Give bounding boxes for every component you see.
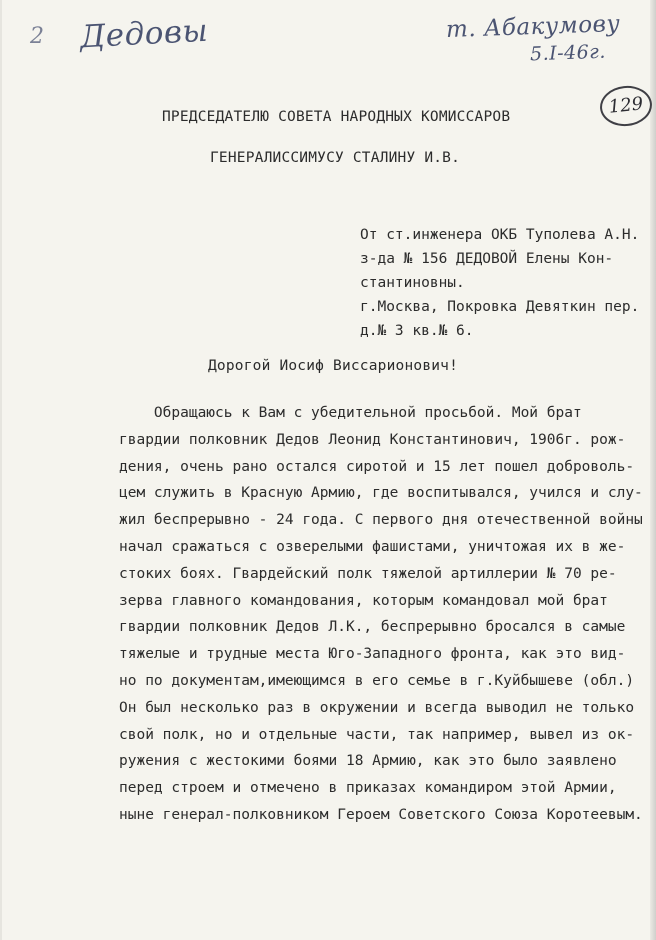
heading-line-2: ГЕНЕРАЛИССИМУСУ СТАЛИНУ И.В. (210, 150, 461, 166)
letter-body (119, 400, 643, 829)
body-line: ныне генерал-полковником Героем Советского Союза Коротеевым. (119, 806, 643, 823)
circled-page-number: 129 (598, 83, 654, 128)
handwritten-mark: 2 (30, 24, 45, 49)
body-line: жил беспрерывно - 24 года. С первого дня отечественной войны (119, 512, 643, 529)
body-line: но по документам,имеющимся в его семье в г.Куйбышеве (обл.) (119, 672, 635, 689)
body-line: гвардии полковник Дедов Л.К., беспрерывно бросался в самые (119, 619, 626, 636)
body-line: свой полк, но и отдельные части, так например, вывел из ок- (119, 726, 635, 743)
page-edge-shadow (650, 0, 656, 940)
sender-line: От ст.инженера ОКБ Туполева А.Н. (360, 227, 640, 243)
sender-line: г.Москва, Покровка Девяткин пер. (360, 299, 640, 315)
sender-block (360, 223, 639, 343)
salutation: Дорогой Иосиф Виссарионович! (208, 358, 459, 374)
handwritten-name: Дедовы (79, 12, 210, 56)
body-line: Он был несколько раз в окружении и всегда выводил не только (119, 699, 635, 716)
body-line: тяжелые и трудные места Юго-Западного фронта, как это вид- (119, 646, 626, 663)
sender-line: д.№ 3 кв.№ 6. (360, 323, 474, 339)
handwritten-recipient: т. Абакумову (445, 10, 621, 44)
body-line: дения, очень рано остался сиротой и 15 лет пошел доброволь- (119, 458, 635, 475)
body-line: цем служить в Красную Армию, где воспитывался, учился и слу- (119, 485, 643, 502)
body-line: зерва главного командования, которым командовал мой брат (119, 592, 608, 609)
handwritten-date: 5.I-46г. (529, 40, 607, 66)
body-line: перед строем и отмечено в приказах командиром этой Армии, (119, 780, 617, 797)
sender-line: стантиновны. (360, 275, 465, 291)
body-line: ружения с жестокими боями 18 Армию, как это было заявлено (119, 753, 617, 770)
body-line: Обращаюсь к Вам с убедительной просьбой. Мой брат (119, 405, 582, 421)
body-line: гвардии полковник Дедов Леонид Константинович, 1906г. рож- (119, 431, 626, 448)
heading-line-1: ПРЕДСЕДАТЕЛЮ СОВЕТА НАРОДНЫХ КОМИССАРОВ (162, 109, 511, 125)
sender-line: з-да № 156 ДЕДОВОЙ Елены Кон- (360, 251, 614, 267)
body-line: стоких боях. Гвардейский полк тяжелой артиллерии № 70 ре- (119, 565, 617, 582)
body-line: начал сражаться с озверелыми фашистами, уничтожая их в же- (119, 538, 626, 555)
